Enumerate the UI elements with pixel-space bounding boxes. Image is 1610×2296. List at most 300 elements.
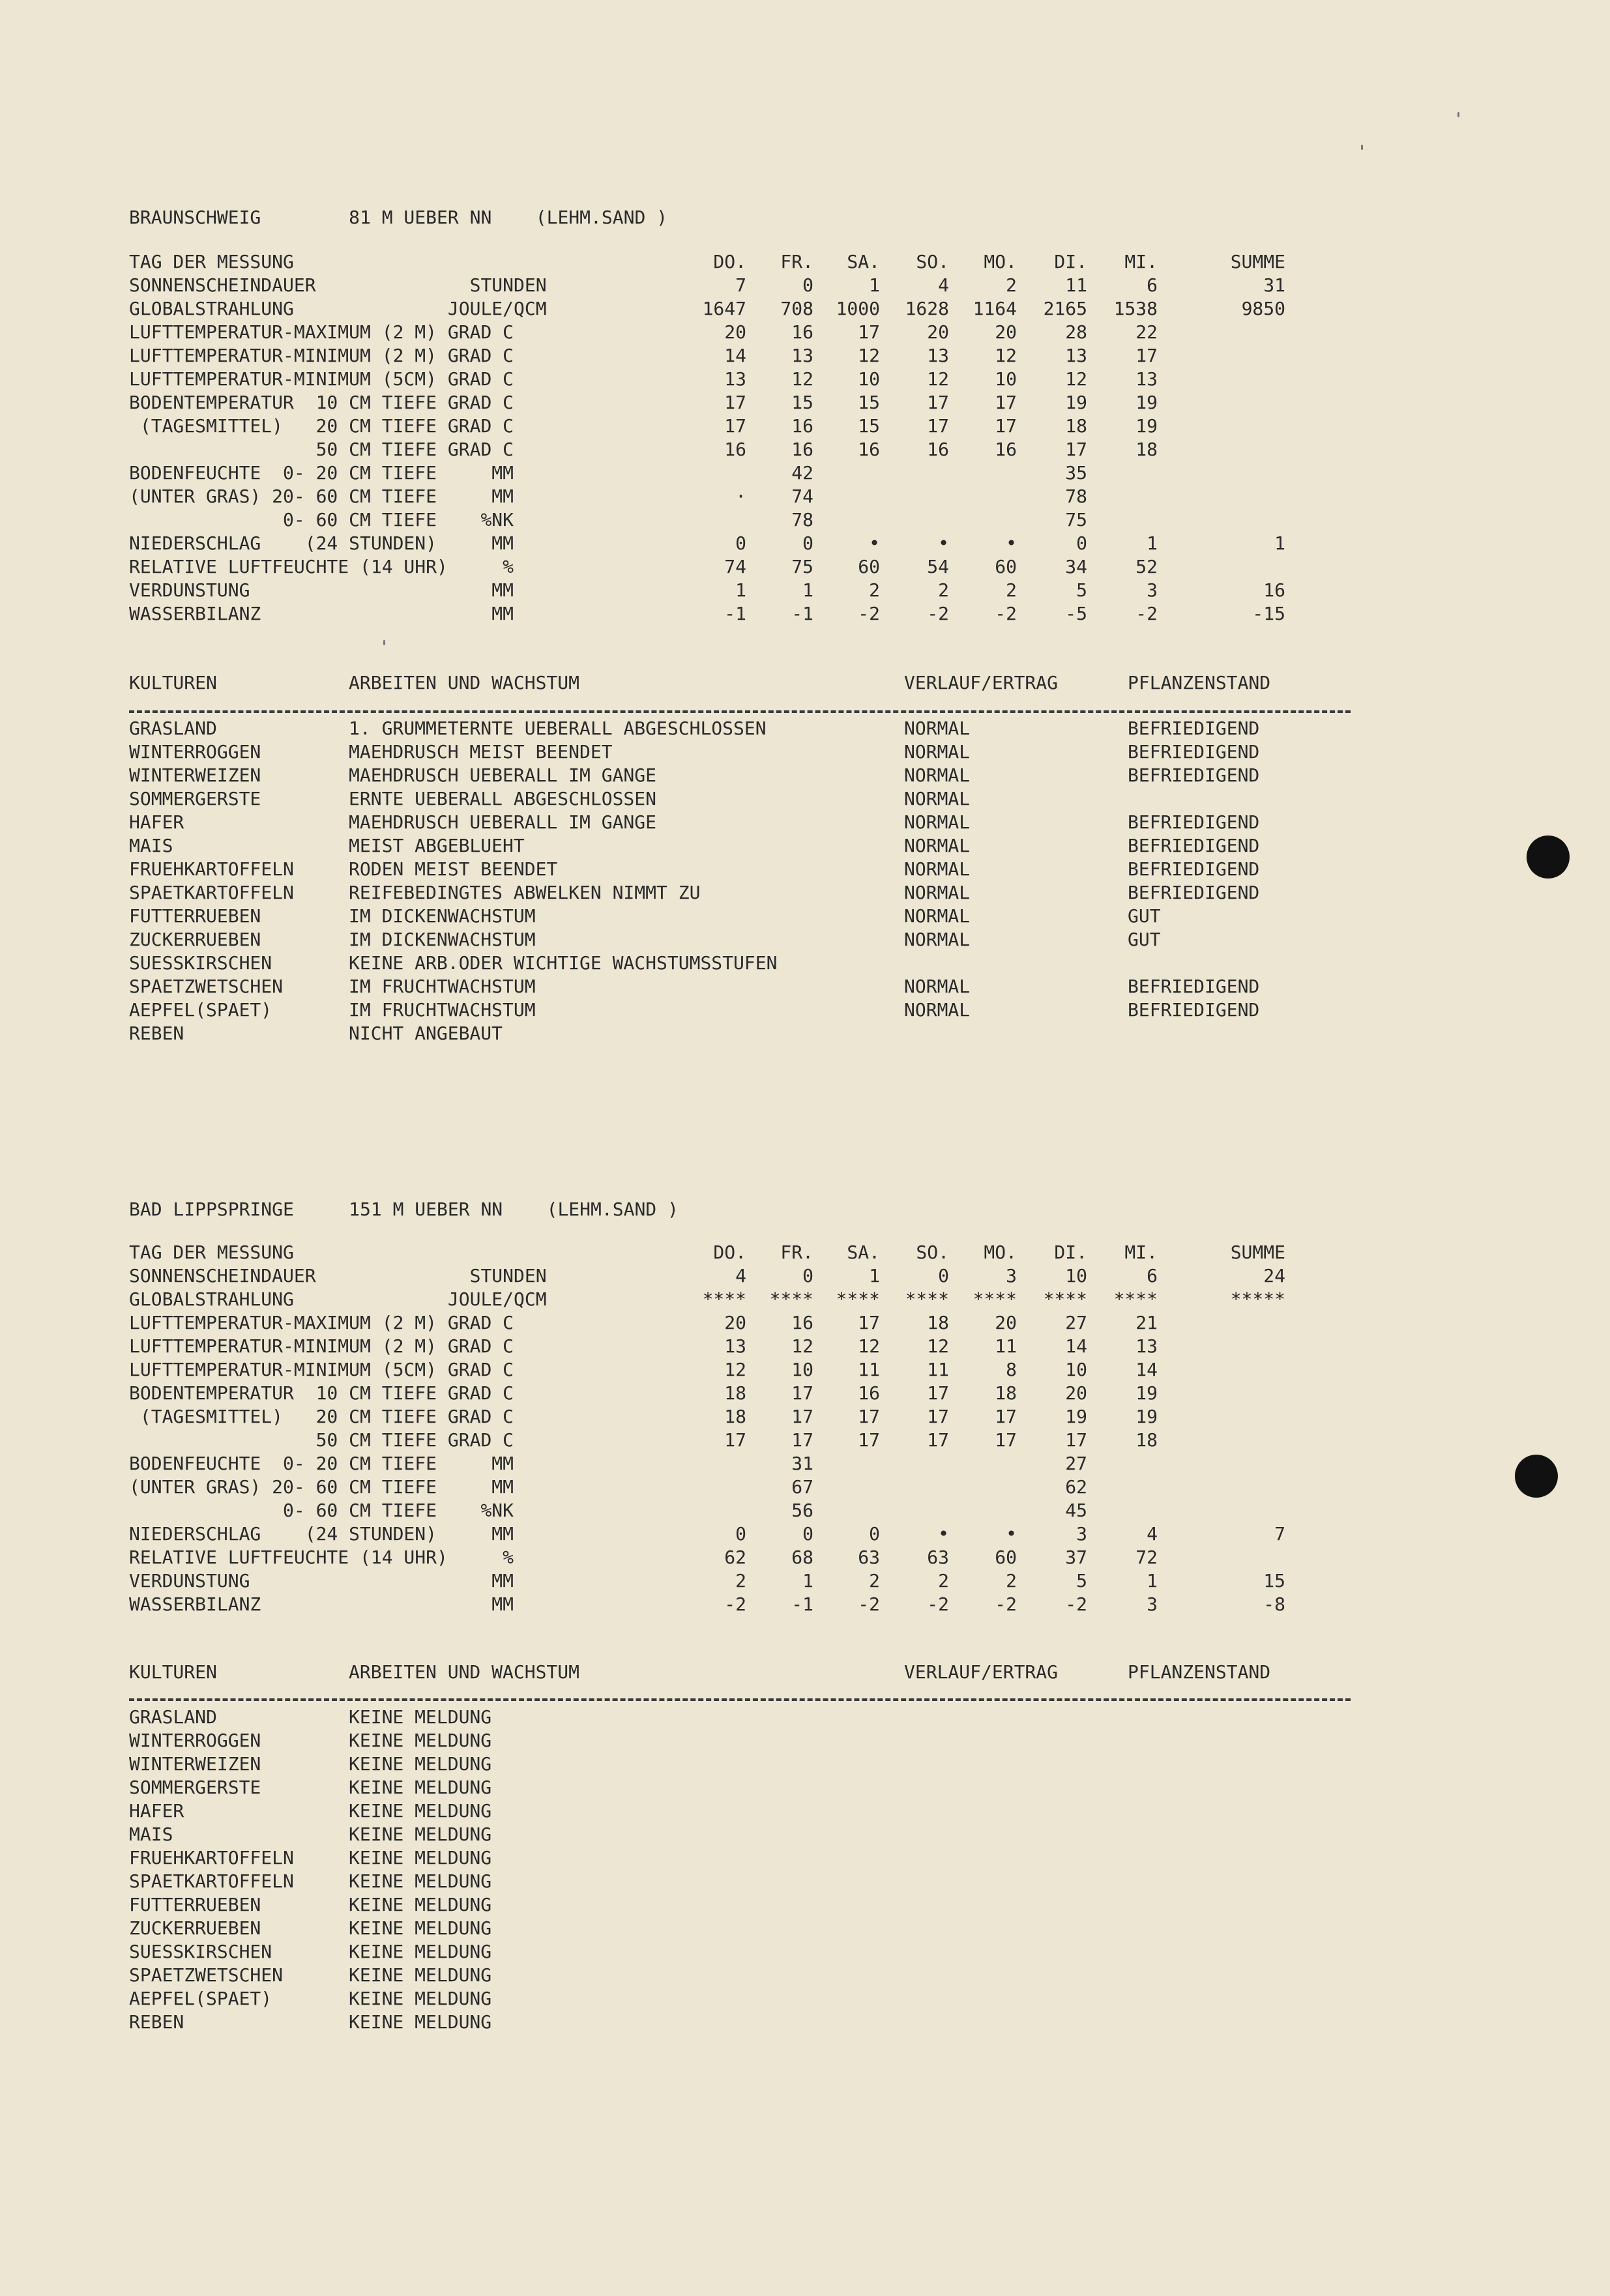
weather-cell: DO. [713,251,746,272]
dashed-rule [129,1698,1351,1701]
crops-header-kulturen: KULTUREN [129,672,217,693]
weather-cell: 708 [780,298,813,319]
crop-stand: BEFRIEDIGEND [1128,976,1260,997]
weather-cell: 67 [791,1476,813,1498]
crop-stand: GUT [1128,905,1161,927]
weather-cell: 54 [927,556,949,577]
weather-cell: 0 [802,1523,813,1545]
weather-cell: -2 [927,1593,949,1615]
weather-cell: 10 [1065,1359,1087,1380]
weather-cell: 56 [791,1500,813,1521]
weather-cell: 6 [1147,274,1158,296]
crop-work: KEINE MELDUNG [349,1824,492,1845]
crop-work: KEINE MELDUNG [349,1870,492,1892]
weather-cell: 22 [1135,321,1158,343]
crops-header-arbeiten: ARBEITEN UND WACHSTUM [349,1661,580,1683]
weather-sum-cell: -15 [1252,603,1285,624]
crop-work: ERNTE UEBERALL ABGESCHLOSSEN [349,788,657,809]
weather-cell: SA. [847,251,880,272]
weather-cell: 1164 [973,298,1017,319]
crop-work: KEINE MELDUNG [349,1706,492,1728]
crop-stand: BEFRIEDIGEND [1128,741,1260,763]
weather-cell: MO. [984,251,1017,272]
weather-cell: 2 [869,1570,880,1591]
weather-cell: 12 [858,345,880,366]
weather-cell: DI. [1054,251,1087,272]
weather-cell: • [869,532,880,554]
weather-cell: 17 [1135,345,1158,366]
weather-cell: **** [905,1288,949,1310]
weather-cell: 1647 [702,298,746,319]
weather-cell: 75 [1065,509,1087,530]
weather-cell: 12 [927,368,949,390]
weather-cell: 2 [1006,274,1017,296]
weather-cell: 17 [724,415,746,437]
weather-cell: 0 [802,1265,813,1286]
weather-cell: **** [1043,1288,1087,1310]
crop-stand: BEFRIEDIGEND [1128,811,1260,833]
weather-cell: 1538 [1113,298,1158,319]
crop-work: IM FRUCHTWACHSTUM [349,999,536,1021]
crop-stand: BEFRIEDIGEND [1128,882,1260,903]
weather-row-label: BODENTEMPERATUR 10 CM TIEFE GRAD C [129,392,514,413]
weather-row-label: GLOBALSTRAHLUNG JOULE/QCM [129,1288,547,1310]
weather-cell: 27 [1065,1453,1087,1474]
crop-name: AEPFEL(SPAET) [129,999,272,1021]
crop-verlauf: NORMAL [904,905,971,927]
weather-row-label: NIEDERSCHLAG (24 STUNDEN) MM [129,1523,514,1545]
weather-cell: 6 [1147,1265,1158,1286]
weather-cell: 11 [995,1335,1017,1357]
weather-cell: 2 [735,1570,746,1591]
crop-work: RODEN MEIST BEENDET [349,858,558,880]
crops-header-arbeiten: ARBEITEN UND WACHSTUM [349,672,580,693]
weather-cell: SA. [847,1242,880,1263]
weather-cell: 10 [791,1359,813,1380]
crop-verlauf: NORMAL [904,882,971,903]
weather-cell: 11 [927,1359,949,1380]
weather-cell: 19 [1135,392,1158,413]
weather-cell: 19 [1135,1382,1158,1404]
weather-row-label: SONNENSCHEINDAUER STUNDEN [129,1265,547,1286]
weather-cell: 68 [791,1547,813,1568]
weather-cell: 0 [938,1265,949,1286]
crop-name: REBEN [129,2011,184,2033]
weather-cell: 1 [1147,532,1158,554]
weather-cell: · [735,486,746,507]
weather-cell: 17 [927,1406,949,1427]
crop-name: WINTERROGGEN [129,1730,261,1751]
weather-row-label: VERDUNSTUNG MM [129,579,514,601]
crop-work: KEINE MELDUNG [349,1777,492,1798]
weather-row-label: LUFTTEMPERATUR-MINIMUM (2 M) GRAD C [129,1335,514,1357]
weather-cell: 1628 [905,298,949,319]
crop-work: KEINE ARB.ODER WICHTIGE WACHSTUMSSTUFEN [349,952,778,974]
weather-cell: 13 [1135,1335,1158,1357]
crop-work: NICHT ANGEBAUT [349,1023,503,1044]
crop-verlauf: NORMAL [904,835,971,856]
crop-name: SUESSKIRSCHEN [129,1941,272,1962]
weather-cell: • [938,1523,949,1545]
crop-work: MAEHDRUSCH MEIST BEENDET [349,741,613,763]
weather-cell: 2 [938,1570,949,1591]
weather-cell: 13 [724,1335,746,1357]
punch-hole-top [1527,836,1570,879]
crop-verlauf: NORMAL [904,764,971,786]
weather-cell: 17 [995,1429,1017,1451]
weather-cell: 19 [1135,1406,1158,1427]
weather-cell: 2165 [1043,298,1087,319]
weather-cell: 14 [1135,1359,1158,1380]
crop-name: ZUCKERRUEBEN [129,1917,261,1939]
weather-row-label: 50 CM TIEFE GRAD C [129,439,514,460]
weather-cell: 16 [927,439,949,460]
weather-cell: -2 [1065,1593,1087,1615]
weather-cell: 0 [869,1523,880,1545]
weather-cell: 12 [858,1335,880,1357]
weather-cell: 18 [927,1312,949,1333]
weather-cell: 63 [858,1547,880,1568]
weather-cell: 72 [1135,1547,1158,1568]
weather-cell: -1 [791,603,813,624]
crop-work: IM FRUCHTWACHSTUM [349,976,536,997]
weather-row-label: TAG DER MESSUNG [129,1242,294,1263]
crop-name: GRASLAND [129,718,217,739]
weather-cell: 14 [1065,1335,1087,1357]
weather-sum-cell: 16 [1263,579,1285,601]
crop-work: KEINE MELDUNG [349,2011,492,2033]
weather-cell: 4 [1147,1523,1158,1545]
weather-cell: 17 [927,415,949,437]
weather-cell: 20 [995,321,1017,343]
crop-name: FRUEHKARTOFFELN [129,1847,294,1868]
weather-cell: 8 [1006,1359,1017,1380]
weather-cell: 3 [1076,1523,1087,1545]
crop-name: FUTTERRUEBEN [129,905,261,927]
crop-verlauf: NORMAL [904,718,971,739]
crop-work: 1. GRUMMETERNTE UEBERALL ABGESCHLOSSEN [349,718,767,739]
weather-cell: 63 [927,1547,949,1568]
weather-cell: 12 [927,1335,949,1357]
weather-cell: 7 [735,274,746,296]
weather-cell: -1 [724,603,746,624]
crop-name: WINTERWEIZEN [129,1753,261,1775]
weather-cell: 16 [791,415,813,437]
weather-row-label: WASSERBILANZ MM [129,603,514,624]
crop-work: KEINE MELDUNG [349,1730,492,1751]
weather-cell: 1 [802,1570,813,1591]
weather-cell: 62 [1065,1476,1087,1498]
weather-cell: 45 [1065,1500,1087,1521]
weather-row-label: SONNENSCHEINDAUER STUNDEN [129,274,547,296]
weather-cell: DO. [713,1242,746,1263]
crop-work: MAEHDRUSCH UEBERALL IM GANGE [349,811,657,833]
weather-cell: 4 [938,274,949,296]
crop-work: IM DICKENWACHSTUM [349,929,536,950]
weather-cell: 17 [791,1429,813,1451]
crop-verlauf: NORMAL [904,788,971,809]
weather-row-label: RELATIVE LUFTFEUCHTE (14 UHR) % [129,1547,514,1568]
weather-cell: 37 [1065,1547,1087,1568]
weather-cell: 18 [1135,439,1158,460]
crop-name: SPAETKARTOFFELN [129,1870,294,1892]
crop-name: GRASLAND [129,1706,217,1728]
weather-cell: 5 [1076,579,1087,601]
weather-cell: 20 [724,321,746,343]
station-title: BAD LIPPSPRINGE 151 M UEBER NN (LEHM.SAND ) [129,1199,679,1220]
weather-cell: 16 [791,439,813,460]
weather-cell: 12 [791,368,813,390]
weather-row-label: (TAGESMITTEL) 20 CM TIEFE GRAD C [129,415,514,437]
weather-cell: 16 [791,321,813,343]
weather-cell: 17 [927,1429,949,1451]
weather-cell: 16 [858,439,880,460]
weather-sum-cell: ***** [1230,1288,1285,1310]
weather-cell: 12 [1065,368,1087,390]
weather-cell: 75 [791,556,813,577]
weather-cell: MI. [1124,1242,1158,1263]
weather-cell: 18 [724,1406,746,1427]
crop-stand: BEFRIEDIGEND [1128,718,1260,739]
weather-row-label: LUFTTEMPERATUR-MINIMUM (2 M) GRAD C [129,345,514,366]
weather-cell: **** [1113,1288,1158,1310]
weather-cell: 0 [802,532,813,554]
weather-cell: **** [973,1288,1017,1310]
crop-work: KEINE MELDUNG [349,1753,492,1775]
weather-cell: MO. [984,1242,1017,1263]
crops-header-verlauf: VERLAUF/ERTRAG [904,672,1059,693]
weather-cell: 10 [1065,1265,1087,1286]
weather-cell: FR. [780,251,813,272]
weather-cell: SO. [916,1242,949,1263]
paper-speck [383,640,385,645]
weather-cell: 1000 [836,298,880,319]
weather-cell: 11 [1065,274,1087,296]
crop-work: REIFEBEDINGTES ABWELKEN NIMMT ZU [349,882,701,903]
weather-cell: 13 [791,345,813,366]
weather-cell: -2 [995,1593,1017,1615]
weather-row-label: (UNTER GRAS) 20- 60 CM TIEFE MM [129,1476,514,1498]
crops-header-kulturen: KULTUREN [129,1661,217,1683]
weather-row-label: BODENTEMPERATUR 10 CM TIEFE GRAD C [129,1382,514,1404]
weather-cell: -2 [858,1593,880,1615]
weather-cell: 15 [858,392,880,413]
weather-cell: 17 [927,1382,949,1404]
weather-cell: 52 [1135,556,1158,577]
crop-work: KEINE MELDUNG [349,1800,492,1822]
weather-cell: 1 [1147,1570,1158,1591]
weather-cell: 2 [1006,1570,1017,1591]
paper-speck [1457,112,1459,117]
crops-header-stand: PFLANZENSTAND [1128,672,1271,693]
weather-cell: 17 [927,392,949,413]
weather-cell: 20 [927,321,949,343]
crops-header-stand: PFLANZENSTAND [1128,1661,1271,1683]
weather-cell: 17 [995,392,1017,413]
weather-cell: -2 [858,603,880,624]
weather-row-label: 0- 60 CM TIEFE %NK [129,1500,514,1521]
weather-cell: 19 [1135,415,1158,437]
weather-cell: **** [702,1288,746,1310]
weather-cell: 10 [995,368,1017,390]
weather-cell: 3 [1006,1265,1017,1286]
weather-cell: 19 [1065,392,1087,413]
weather-sum-cell: SUMME [1230,251,1285,272]
weather-cell: 15 [858,415,880,437]
weather-cell: -2 [724,1593,746,1615]
weather-row-label: (TAGESMITTEL) 20 CM TIEFE GRAD C [129,1406,514,1427]
weather-sum-cell: 9850 [1241,298,1285,319]
crop-stand: BEFRIEDIGEND [1128,999,1260,1021]
weather-cell: 17 [995,415,1017,437]
weather-cell: 1 [869,274,880,296]
weather-cell: 0 [735,532,746,554]
weather-cell: 21 [1135,1312,1158,1333]
crop-name: SPAETZWETSCHEN [129,1964,284,1986]
weather-cell: -2 [927,603,949,624]
crop-work: KEINE MELDUNG [349,1917,492,1939]
weather-cell: 10 [858,368,880,390]
weather-cell: 1 [802,579,813,601]
weather-cell: 74 [724,556,746,577]
weather-cell: • [938,532,949,554]
weather-cell: 17 [858,1429,880,1451]
weather-sum-cell: 7 [1274,1523,1285,1545]
weather-cell: 17 [791,1406,813,1427]
weather-sum-cell: 24 [1263,1265,1285,1286]
crop-work: IM DICKENWACHSTUM [349,905,536,927]
weather-cell: 42 [791,462,813,484]
crop-name: FRUEHKARTOFFELN [129,858,294,880]
weather-cell: 17 [858,321,880,343]
crop-name: ZUCKERRUEBEN [129,929,261,950]
crop-stand: BEFRIEDIGEND [1128,835,1260,856]
weather-cell: 16 [724,439,746,460]
crop-name: HAFER [129,1800,184,1822]
weather-cell: 0 [802,274,813,296]
weather-cell: 13 [1065,345,1087,366]
weather-cell: 17 [858,1312,880,1333]
weather-cell: 0 [1076,532,1087,554]
weather-cell: 27 [1065,1312,1087,1333]
crop-verlauf: NORMAL [904,741,971,763]
weather-cell: 60 [858,556,880,577]
weather-row-label: LUFTTEMPERATUR-MINIMUM (5CM) GRAD C [129,1359,514,1380]
weather-cell: 13 [927,345,949,366]
weather-cell: 2 [938,579,949,601]
weather-cell: 11 [858,1359,880,1380]
weather-cell: **** [769,1288,813,1310]
weather-cell: 4 [735,1265,746,1286]
crop-work: KEINE MELDUNG [349,1964,492,1986]
weather-sum-cell: SUMME [1230,1242,1285,1263]
weather-cell: SO. [916,251,949,272]
weather-row-label: LUFTTEMPERATUR-MAXIMUM (2 M) GRAD C [129,321,514,343]
weather-row-label: TAG DER MESSUNG [129,251,294,272]
crop-stand: BEFRIEDIGEND [1128,858,1260,880]
crop-verlauf: NORMAL [904,811,971,833]
weather-cell: 15 [791,392,813,413]
weather-cell: 19 [1065,1406,1087,1427]
weather-cell: 17 [724,392,746,413]
weather-cell: -5 [1065,603,1087,624]
weather-cell: • [1006,532,1017,554]
weather-cell: 17 [791,1382,813,1404]
weather-cell: 17 [858,1406,880,1427]
weather-cell: 13 [724,368,746,390]
weather-cell: 78 [791,509,813,530]
crop-work: KEINE MELDUNG [349,1894,492,1915]
crop-verlauf: NORMAL [904,999,971,1021]
weather-cell: 13 [1135,368,1158,390]
crop-name: SPAETKARTOFFELN [129,882,294,903]
crop-work: MAEHDRUSCH UEBERALL IM GANGE [349,764,657,786]
weather-row-label: (UNTER GRAS) 20- 60 CM TIEFE MM [129,486,514,507]
crop-verlauf: NORMAL [904,976,971,997]
weather-cell: 18 [1135,1429,1158,1451]
weather-row-label: WASSERBILANZ MM [129,1593,514,1615]
weather-cell: -1 [791,1593,813,1615]
weather-cell: 74 [791,486,813,507]
weather-cell: 28 [1065,321,1087,343]
weather-cell: 17 [1065,1429,1087,1451]
crop-name: FUTTERRUEBEN [129,1894,261,1915]
weather-cell: • [1006,1523,1017,1545]
weather-cell: 16 [995,439,1017,460]
weather-cell: 20 [724,1312,746,1333]
paper-speck [1361,145,1363,150]
crop-name: REBEN [129,1023,184,1044]
crop-name: AEPFEL(SPAET) [129,1988,272,2009]
punch-hole-bottom [1515,1455,1558,1498]
dashed-rule [129,710,1351,713]
weather-cell: 18 [995,1382,1017,1404]
weather-row-label: BODENFEUCHTE 0- 20 CM TIEFE MM [129,462,514,484]
weather-cell: 12 [995,345,1017,366]
weather-cell: 20 [1065,1382,1087,1404]
weather-cell: MI. [1124,251,1158,272]
weather-cell: **** [836,1288,880,1310]
crop-stand: BEFRIEDIGEND [1128,764,1260,786]
crop-name: SUESSKIRSCHEN [129,952,272,974]
weather-cell: 18 [1065,415,1087,437]
weather-row-label: LUFTTEMPERATUR-MINIMUM (5CM) GRAD C [129,368,514,390]
weather-row-label: 50 CM TIEFE GRAD C [129,1429,514,1451]
crop-work: KEINE MELDUNG [349,1941,492,1962]
crop-name: SOMMERGERSTE [129,788,261,809]
weather-cell: 31 [791,1453,813,1474]
crop-work: KEINE MELDUNG [349,1847,492,1868]
station-title: BRAUNSCHWEIG 81 M UEBER NN (LEHM.SAND ) [129,207,668,228]
crop-name: WINTERWEIZEN [129,764,261,786]
weather-sum-cell: 31 [1263,274,1285,296]
weather-cell: 34 [1065,556,1087,577]
weather-cell: 17 [724,1429,746,1451]
weather-cell: 0 [735,1523,746,1545]
weather-sum-cell: 1 [1274,532,1285,554]
crop-name: WINTERROGGEN [129,741,261,763]
weather-cell: DI. [1054,1242,1087,1263]
weather-cell: 78 [1065,486,1087,507]
crop-verlauf: NORMAL [904,929,971,950]
weather-row-label: VERDUNSTUNG MM [129,1570,514,1591]
crop-name: MAIS [129,1824,173,1845]
weather-cell: FR. [780,1242,813,1263]
weather-cell: 60 [995,556,1017,577]
crop-name: MAIS [129,835,173,856]
weather-cell: 2 [869,579,880,601]
crop-verlauf: NORMAL [904,858,971,880]
